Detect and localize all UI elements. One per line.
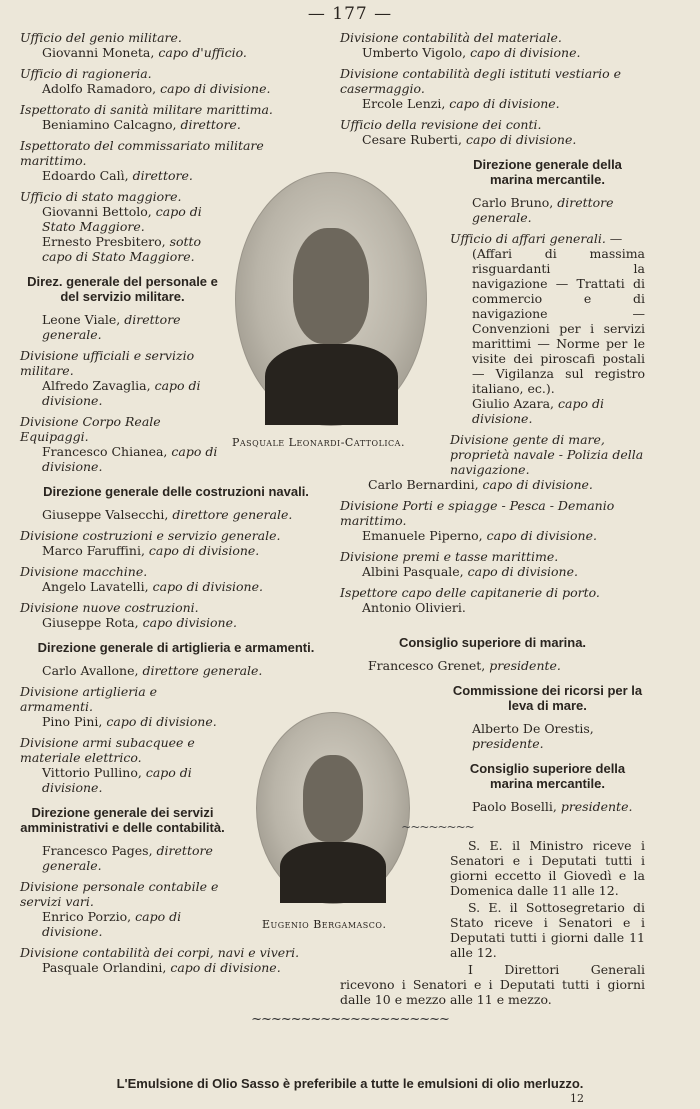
section-heading: Direzione generale dei servizi amministrativi e delle contabilità. [20,805,225,835]
director: Giuseppe Valsecchi, direttore generale. [42,507,293,522]
photo-caption: Pasquale Leonardi-Cattolica. [232,436,405,449]
president: Francesco Grenet, presidente. [368,658,561,673]
section-heading: Direzione generale di artiglieria e armamenti. [37,640,315,655]
ornament: ~~~~~~~~ [401,820,474,834]
list-item: Divisione personale contabile e servizi vari. Enrico Porzio, capo di divisione. [20,879,219,939]
photo-caption: Eugenio Bergamasco. [262,918,387,931]
director: Francesco Pages, direttore generale. [42,843,213,873]
director: Leone Viale, direttore generale. [42,312,181,342]
list-item: Ispettorato del commissariato militare marittimo. Edoardo Calì, direttore. [20,138,264,183]
page-number: — 177 — [307,4,393,24]
list-item: Divisione contabilità dei corpi, navi e viveri. Pasquale Orlandini, capo di divisione. [20,945,300,975]
list-item: Divisione artiglieria e armamenti. Pino Pini, capo di divisione. [20,684,217,729]
section-heading: Direz. generale del personale e del servizio militare. [27,274,218,304]
right-column [340,30,645,1009]
list-item: Ufficio di affari generali. — (Affari di massima risguardanti la navigazione — Trattati di commercio e di navigazione — Convenzioni per i servizi marittimi — Norme per le visite dei piroscafi postali — Vigilanza sul registro italiano, ec.). Giulio Azara, capo di divisione. [450,231,645,426]
list-item: Divisione contabilità degli istituti vestiario e casermaggio. Ercole Lenzi, capo di divisione. [340,66,622,111]
list-item: Divisione costruzioni e servizio generale. Marco Faruffini, capo di divisione. [20,528,281,558]
reception-notes [450,838,645,960]
section-heading: Commissione dei ricorsi per la leva di mare. [452,683,643,713]
list-item: Divisione gente di mare, proprietà navale - Polizia della navigazione. [450,432,644,477]
list-item: Divisione contabilità del materiale. Umberto Vigolo, capo di divisione. [340,30,581,60]
section-heading: Consiglio superiore di marina. [398,635,587,650]
director: Carlo Bruno, direttore generale. [472,195,614,225]
stato-maggiore: Ufficio di stato maggiore. Giovanni Bettolo, capo di Stato Maggiore. Ernesto Presbitero, sotto capo di Stato Maggiore. [20,189,202,264]
list-item: Ufficio del genio militare. Giovanni Moneta, capo d'ufficio. [20,30,247,60]
list-item: Divisione premi e tasse marittime. Albini Pasquale, capo di divisione. [340,549,578,579]
note: S. E. il Sottosegretario di Stato riceve i Senatori e i Deputati tutti i giorni dalle 11 alle 12. [450,900,645,960]
list-item: Divisione Corpo Reale Equipaggi. Francesco Chianea, capo di divisione. [20,414,218,474]
list-item: Divisione nuove costruzioni. Giuseppe Rota, capo divisione. [20,600,237,630]
list-item: Divisione armi subacquee e materiale elettrico. Vittorio Pullino, capo di divisione. [20,735,195,795]
list-item: Divisione Porti e spiagge - Pesca - Demanio marittimo. Emanuele Piperno, capo di divisione. [340,498,615,543]
list-item: Ufficio di ragioneria. Adolfo Ramadoro, capo di divisione. [20,66,271,96]
section-heading: Direzione generale della marina mercantile. [473,157,622,187]
list-item: Ufficio della revisione dei conti. Cesare Ruberti, capo di divisione. [340,117,577,147]
note: I Direttori Generali ricevono i Senatori e i Deputati tutti i giorni dalle 10 e mezzo alle 11 e mezzo. [340,962,645,1007]
director: Carlo Avallone, direttore generale. [42,663,263,678]
note: S. E. il Ministro riceve i Senatori e i Deputati tutti i giorni eccetto il Giovedì e la Domenica dalle 11 alle 12. [450,838,645,898]
president: Alberto De Orestis, presidente. [472,721,594,751]
president: Paolo Boselli, presidente. [472,799,633,814]
section-heading: Consiglio superiore della marina mercantile. [469,761,626,791]
list-item-name: Carlo Bernardini, capo di divisione. [368,477,593,492]
section-heading: Direzione generale delle costruzioni navali. [43,484,309,499]
list-item: Divisione macchine. Angelo Lavatelli, capo di divisione. [20,564,263,594]
advertisement-footer: L'Emulsione di Olio Sasso è preferibile a tutte le emulsioni di olio merluzzo. [116,1076,584,1091]
list-item: Ispettore capo delle capitanerie di porto. Antonio Olivieri. [340,585,600,615]
list-item: Ispettorato di sanità militare marittima. Beniamino Calcagno, direttore. [20,102,273,132]
list-item: Divisione ufficiali e servizio militare. Alfredo Zavaglia, capo di divisione. [20,348,201,408]
folio-number: 12 [570,1092,584,1105]
ornament: ~~~~~~~~~~~~~~~~~~~~ [251,1012,449,1027]
